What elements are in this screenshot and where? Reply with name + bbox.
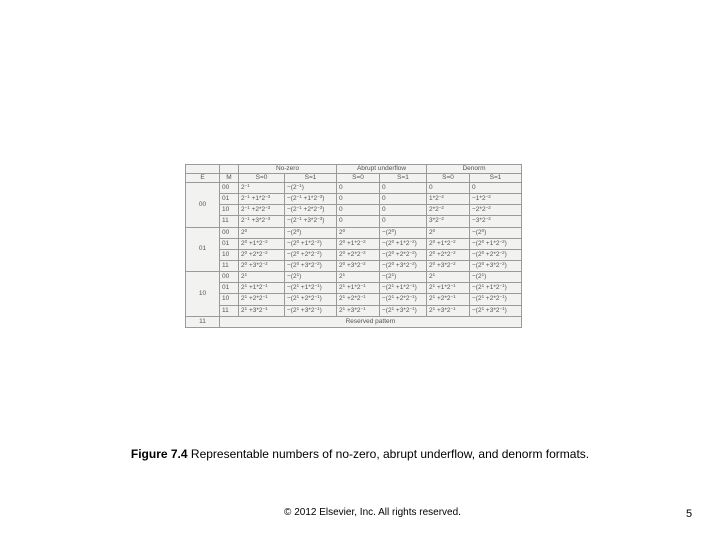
denorm-s0-cell: $1*2^{-2}$ xyxy=(427,194,470,205)
exponent: −3 xyxy=(265,216,271,222)
table-row xyxy=(186,249,522,260)
nozero-s1-cell: $-(2^1 +1*2^{-1})$ xyxy=(285,283,337,294)
exponent: 0 xyxy=(342,261,346,267)
underflow-s0-cell: $2^1$ xyxy=(337,272,380,283)
underflow-s1-cell: $-(2^0 +3*2^{-2})$ xyxy=(380,260,427,271)
m-cell: 00 xyxy=(220,272,239,283)
denorm-s1-cell: $-(2^0 +1*2^{-2})$ xyxy=(470,238,522,249)
exponent: 1 xyxy=(391,305,395,311)
exponent: −2 xyxy=(438,216,444,222)
table-row xyxy=(186,260,522,271)
exponent: −2 xyxy=(262,261,268,267)
table-row xyxy=(186,205,522,216)
copyright-notice: © 2012 Elsevier, Inc. All rights reserved. xyxy=(284,507,461,518)
table-row xyxy=(186,216,522,227)
exponent: 0 xyxy=(432,261,436,267)
denorm-s0-cell: $2^0 +1*2^{-2}$ xyxy=(427,238,470,249)
exponent: −1 xyxy=(244,216,250,222)
exponent: 1 xyxy=(342,294,346,300)
underflow-s1-cell: $-(2^1 +3*2^{-1})$ xyxy=(380,305,427,316)
denorm-s0-cell: $2^1 +2*2^{-1}$ xyxy=(427,294,470,305)
representable-numbers-table xyxy=(185,164,522,328)
denorm-s0-cell: $2^0 +3*2^{-2}$ xyxy=(427,260,470,271)
col-header-s0: S=0 xyxy=(239,174,285,183)
exponent: 0 xyxy=(432,238,436,244)
exponent: −1 xyxy=(296,183,302,189)
table-body xyxy=(186,183,522,328)
page-number: 5 xyxy=(686,508,693,520)
exponent: 1 xyxy=(244,272,248,278)
underflow-s1-cell: $-(2^1)$ xyxy=(380,272,427,283)
exponent: 1 xyxy=(432,305,436,311)
exponent: 1 xyxy=(296,305,300,311)
exponent: −2 xyxy=(450,238,456,244)
exponent: 0 xyxy=(481,261,485,267)
exponent: −3 xyxy=(317,216,323,222)
exponent: −1 xyxy=(296,194,302,200)
underflow-s1-cell: $-(2^0 +1*2^{-2})$ xyxy=(380,238,427,249)
exponent: −2 xyxy=(314,249,320,255)
underflow-s0-cell: $2^0 +2*2^{-2}$ xyxy=(337,249,380,260)
exponent: −2 xyxy=(409,249,415,255)
exponent: 0 xyxy=(342,238,346,244)
nozero-s1-cell: $-(2^{-1} +1*2^{-3})$ xyxy=(285,194,337,205)
underflow-s0-cell: $2^0$ xyxy=(337,227,380,238)
exponent: −2 xyxy=(450,249,456,255)
denorm-s1-cell: $-(2^0)$ xyxy=(470,227,522,238)
exponent: −2 xyxy=(499,261,505,267)
column-header-row xyxy=(186,174,522,183)
denorm-s0-cell: $2^0 +2*2^{-2}$ xyxy=(427,249,470,260)
underflow-s1-cell: $-(2^1 +2*2^{-1})$ xyxy=(380,294,427,305)
figure-table xyxy=(185,164,521,328)
table-row xyxy=(186,272,522,283)
exponent: 1 xyxy=(481,283,485,289)
col-header-s1: S=1 xyxy=(470,174,522,183)
nozero-s0-cell: $2^{-1} +1*2^{-3}$ xyxy=(239,194,285,205)
exponent-cell: 10 xyxy=(186,272,220,317)
nozero-s0-cell: $2^{-1} +2*2^{-3}$ xyxy=(239,205,285,216)
exponent: −1 xyxy=(244,194,250,200)
exponent-cell: 01 xyxy=(186,227,220,272)
exponent: 0 xyxy=(296,238,300,244)
exponent: −1 xyxy=(296,205,302,211)
exponent: 1 xyxy=(296,294,300,300)
nozero-s1-cell: $-(2^{-1} +3*2^{-3})$ xyxy=(285,216,337,227)
exponent: −2 xyxy=(314,261,320,267)
exponent: 0 xyxy=(342,249,346,255)
exponent: −2 xyxy=(360,249,366,255)
underflow-s1-cell: 0 xyxy=(380,216,427,227)
denorm-s0-cell: $2*2^{-2}$ xyxy=(427,205,470,216)
nozero-s1-cell: $-(2^1 +3*2^{-1})$ xyxy=(285,305,337,316)
group-header-row xyxy=(186,165,522,174)
exponent: 1 xyxy=(432,283,436,289)
table-row xyxy=(186,305,522,316)
denorm-s1-cell: $-1*2^{-2}$ xyxy=(470,194,522,205)
exponent: −2 xyxy=(314,238,320,244)
nozero-s1-cell: $-(2^{-1} +2*2^{-3})$ xyxy=(285,205,337,216)
denorm-s1-cell: $-(2^0 +3*2^{-2})$ xyxy=(470,260,522,271)
exponent: 0 xyxy=(481,238,485,244)
table-row xyxy=(186,227,522,238)
exponent: 0 xyxy=(342,227,346,233)
reserved-pattern-cell: Reserved pattern xyxy=(220,316,522,327)
col-header-s0: S=0 xyxy=(337,174,380,183)
exponent: −3 xyxy=(265,205,271,211)
exponent: 1 xyxy=(481,272,485,278)
exponent: 0 xyxy=(391,238,395,244)
exponent: −2 xyxy=(409,238,415,244)
nozero-s0-cell: $2^1 +1*2^{-1}$ xyxy=(239,283,285,294)
denorm-s1-cell: $-(2^1 +2*2^{-1})$ xyxy=(470,294,522,305)
exponent: −2 xyxy=(499,238,505,244)
exponent: 0 xyxy=(296,227,300,233)
exponent: −2 xyxy=(438,194,444,200)
exponent: −1 xyxy=(499,305,505,311)
exponent: −1 xyxy=(450,283,456,289)
denorm-s0-cell: $3*2^{-2}$ xyxy=(427,216,470,227)
underflow-s1-cell: $-(2^1 +1*2^{-1})$ xyxy=(380,283,427,294)
exponent: −1 xyxy=(450,305,456,311)
table-row xyxy=(186,283,522,294)
nozero-s1-cell: $-(2^0 +3*2^{-2})$ xyxy=(285,260,337,271)
exponent: 0 xyxy=(244,261,248,267)
nozero-s0-cell: $2^1$ xyxy=(239,272,285,283)
underflow-s0-cell: $2^0 +1*2^{-2}$ xyxy=(337,238,380,249)
m-cell: 00 xyxy=(220,227,239,238)
m-cell: 10 xyxy=(220,249,239,260)
underflow-s0-cell: $2^0 +3*2^{-2}$ xyxy=(337,260,380,271)
underflow-s1-cell: $-(2^0 +2*2^{-2})$ xyxy=(380,249,427,260)
exponent: 1 xyxy=(244,294,248,300)
underflow-s1-cell: 0 xyxy=(380,194,427,205)
exponent: −2 xyxy=(450,261,456,267)
table-row xyxy=(186,194,522,205)
exponent: 0 xyxy=(296,249,300,255)
nozero-s1-cell: $-(2^1)$ xyxy=(285,272,337,283)
m-cell: 01 xyxy=(220,238,239,249)
exponent: 0 xyxy=(391,227,395,233)
exponent: −1 xyxy=(499,283,505,289)
group-header-no-zero: No-zero xyxy=(239,165,337,174)
denorm-s1-cell: $-2*2^{-2}$ xyxy=(470,205,522,216)
denorm-s0-cell: $2^1 +3*2^{-1}$ xyxy=(427,305,470,316)
exponent: −2 xyxy=(499,249,505,255)
col-header-m: M xyxy=(220,174,239,183)
exponent: −2 xyxy=(485,194,491,200)
col-header-s1: S=1 xyxy=(285,174,337,183)
group-header-abrupt-underflow: Abrupt underflow xyxy=(337,165,427,174)
exponent: −1 xyxy=(360,283,366,289)
exponent: −2 xyxy=(485,216,491,222)
exponent: −1 xyxy=(360,305,366,311)
underflow-s1-cell: 0 xyxy=(380,205,427,216)
exponent: −1 xyxy=(409,305,415,311)
exponent-cell: 11 xyxy=(186,316,220,327)
table-row xyxy=(186,238,522,249)
table-row xyxy=(186,294,522,305)
exponent: −2 xyxy=(262,249,268,255)
m-cell: 00 xyxy=(220,183,239,194)
nozero-s0-cell: $2^0 +2*2^{-2}$ xyxy=(239,249,285,260)
exponent: −2 xyxy=(409,261,415,267)
m-cell: 10 xyxy=(220,294,239,305)
underflow-s0-cell: $2^1 +2*2^{-1}$ xyxy=(337,294,380,305)
exponent: 1 xyxy=(391,283,395,289)
caption-text: Representable numbers of no-zero, abrupt underflow, and denorm formats. xyxy=(187,447,590,461)
col-header-s1: S=1 xyxy=(380,174,427,183)
exponent: −1 xyxy=(244,205,250,211)
exponent: 1 xyxy=(481,305,485,311)
exponent: 0 xyxy=(432,249,436,255)
exponent: −1 xyxy=(296,216,302,222)
exponent: −1 xyxy=(314,305,320,311)
exponent: −1 xyxy=(450,294,456,300)
exponent: 1 xyxy=(244,305,248,311)
exponent: −1 xyxy=(360,294,366,300)
reserved-row xyxy=(186,316,522,327)
nozero-s1-cell: $-(2^0)$ xyxy=(285,227,337,238)
exponent: −2 xyxy=(262,238,268,244)
exponent: −3 xyxy=(317,205,323,211)
denorm-s1-cell: $-(2^0 +2*2^{-2})$ xyxy=(470,249,522,260)
exponent: 0 xyxy=(481,249,485,255)
table-row xyxy=(186,183,522,194)
underflow-s0-cell: 0 xyxy=(337,183,380,194)
exponent: 0 xyxy=(244,249,248,255)
exponent: −2 xyxy=(360,238,366,244)
exponent: 1 xyxy=(296,272,300,278)
exponent: 1 xyxy=(432,294,436,300)
exponent: −1 xyxy=(244,183,250,189)
denorm-s0-cell: $2^1$ xyxy=(427,272,470,283)
exponent: −1 xyxy=(314,294,320,300)
nozero-s1-cell: $-(2^0 +2*2^{-2})$ xyxy=(285,249,337,260)
m-cell: 11 xyxy=(220,216,239,227)
exponent: 0 xyxy=(391,261,395,267)
exponent: 1 xyxy=(342,283,346,289)
exponent: 1 xyxy=(342,305,346,311)
exponent: −3 xyxy=(317,194,323,200)
m-cell: 01 xyxy=(220,283,239,294)
underflow-s1-cell: $-(2^0)$ xyxy=(380,227,427,238)
nozero-s0-cell: $2^0 +1*2^{-2}$ xyxy=(239,238,285,249)
denorm-s0-cell: $2^1 +1*2^{-1}$ xyxy=(427,283,470,294)
underflow-s0-cell: 0 xyxy=(337,194,380,205)
denorm-s1-cell: $-(2^1 +1*2^{-1})$ xyxy=(470,283,522,294)
m-cell: 11 xyxy=(220,305,239,316)
exponent: 0 xyxy=(481,227,485,233)
exponent: 1 xyxy=(481,294,485,300)
exponent: 0 xyxy=(391,249,395,255)
nozero-s1-cell: $-(2^1 +2*2^{-1})$ xyxy=(285,294,337,305)
exponent: 1 xyxy=(432,272,436,278)
exponent: 1 xyxy=(244,283,248,289)
exponent: −2 xyxy=(360,261,366,267)
underflow-s0-cell: $2^1 +3*2^{-1}$ xyxy=(337,305,380,316)
group-header-denorm: Denorm xyxy=(427,165,522,174)
m-cell: 01 xyxy=(220,194,239,205)
col-header-s0: S=0 xyxy=(427,174,470,183)
exponent: −2 xyxy=(485,205,491,211)
nozero-s0-cell: $2^{-1} +3*2^{-3}$ xyxy=(239,216,285,227)
figure-caption xyxy=(0,447,720,461)
underflow-s0-cell: 0 xyxy=(337,205,380,216)
exponent: 0 xyxy=(244,227,248,233)
exponent-cell: 00 xyxy=(186,183,220,228)
exponent: −1 xyxy=(262,294,268,300)
nozero-s0-cell: $2^1 +2*2^{-1}$ xyxy=(239,294,285,305)
exponent: −1 xyxy=(409,294,415,300)
exponent: −1 xyxy=(262,283,268,289)
figure-label: Figure 7.4 xyxy=(130,447,188,461)
exponent: −3 xyxy=(265,194,271,200)
exponent: −1 xyxy=(499,294,505,300)
denorm-s1-cell: 0 xyxy=(470,183,522,194)
m-cell: 11 xyxy=(220,260,239,271)
denorm-s0-cell: $2^0$ xyxy=(427,227,470,238)
nozero-s0-cell: $2^0$ xyxy=(239,227,285,238)
nozero-s0-cell: $2^0 +3*2^{-2}$ xyxy=(239,260,285,271)
exponent: −1 xyxy=(262,305,268,311)
exponent: 1 xyxy=(391,272,395,278)
nozero-s1-cell: $-(2^{-1})$ xyxy=(285,183,337,194)
exponent: 0 xyxy=(296,261,300,267)
m-cell: 10 xyxy=(220,205,239,216)
exponent: 0 xyxy=(432,227,436,233)
exponent: −2 xyxy=(438,205,444,211)
col-header-e: E xyxy=(186,174,220,183)
denorm-s1-cell: $-(2^1)$ xyxy=(470,272,522,283)
exponent: 1 xyxy=(342,272,346,278)
exponent: −1 xyxy=(409,283,415,289)
blank-corner xyxy=(220,165,239,174)
exponent: 1 xyxy=(391,294,395,300)
exponent: 1 xyxy=(296,283,300,289)
nozero-s0-cell: $2^{-1}$ xyxy=(239,183,285,194)
denorm-s1-cell: $-(2^1 +3*2^{-1})$ xyxy=(470,305,522,316)
blank-corner xyxy=(186,165,220,174)
denorm-s0-cell: 0 xyxy=(427,183,470,194)
underflow-s0-cell: 0 xyxy=(337,216,380,227)
underflow-s1-cell: 0 xyxy=(380,183,427,194)
exponent: −1 xyxy=(314,283,320,289)
exponent: 0 xyxy=(244,238,248,244)
nozero-s0-cell: $2^1 +3*2^{-1}$ xyxy=(239,305,285,316)
nozero-s1-cell: $-(2^0 +1*2^{-2})$ xyxy=(285,238,337,249)
underflow-s0-cell: $2^1 +1*2^{-1}$ xyxy=(337,283,380,294)
denorm-s1-cell: $-3*2^{-2}$ xyxy=(470,216,522,227)
